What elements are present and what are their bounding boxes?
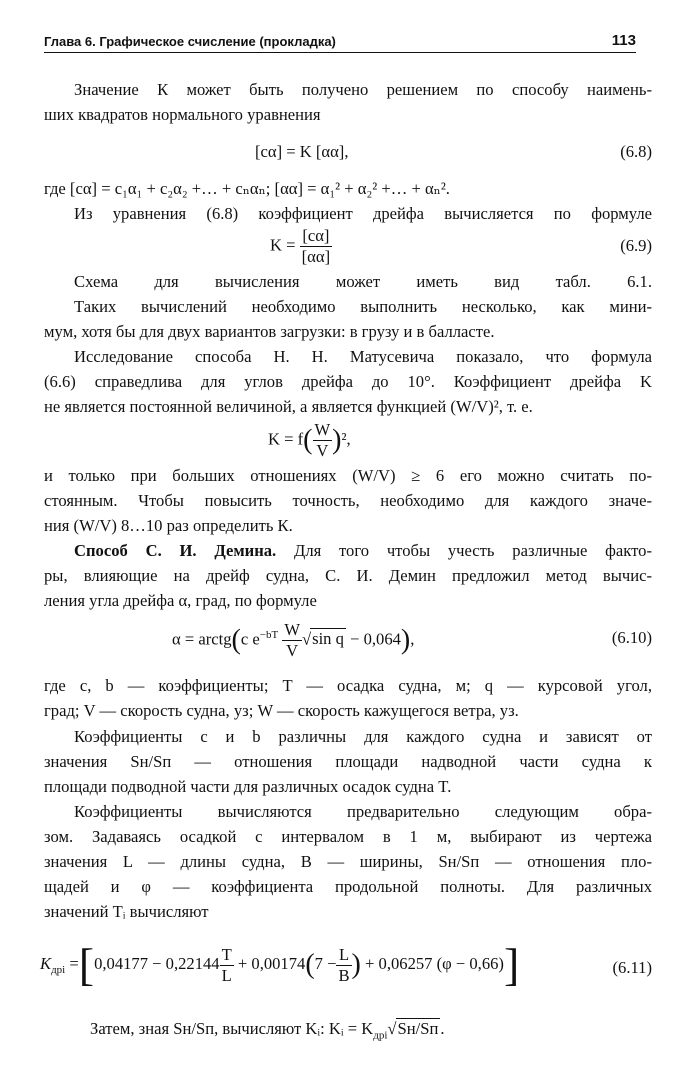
fraction-denominator: L [221, 965, 232, 985]
paragraph-line: мум, хотя бы для двух вариантов загрузки: в грузу и в балласте. [44, 322, 495, 341]
fraction-numerator: L [336, 945, 351, 966]
paragraph-text: . [440, 1019, 445, 1038]
chapter-title: Глава 6. Графическое счисление (прокладка) [44, 34, 336, 49]
equation-number: (6.10) [611, 628, 652, 647]
where-clause: где [cα] = c₁α₁ + c₂α₂ +… + cₙαₙ; [αα] = α₁² + α₂² +… + αₙ². [44, 179, 450, 198]
paragraph-line: ния (W/V) 8…10 раз определить К. [44, 516, 293, 535]
equation-6-11: $K_{дрi} =[0,04177 - 0,22144$ $\frac{T}{L}$ + 0,00174(7 − $\frac{L}{B}$ ) + 0,06257 (φ − 0,66)] [40, 939, 520, 990]
equation-number: (6.8) [620, 142, 652, 161]
paragraph-text: Для того чтобы учесть различные факто- [276, 541, 652, 560]
paragraph-line: и только при больших отношениях (W/V) ≥ 6 его можно считать по- [44, 466, 652, 485]
square-root: Sн/Sп [397, 1019, 439, 1038]
paragraph-line: площади подводной части для различных осадок судна T. [44, 777, 452, 796]
subscript: дрi [373, 1029, 388, 1042]
equation-tail: ², [341, 429, 351, 449]
paragraph-line: град; V — скорость судна, уз; W — скорость кажущегося ветра, уз. [44, 701, 519, 720]
paragraph-line: стоянным. Чтобы повысить точность, необходимо для каждого значе- [44, 491, 652, 510]
page-number: 113 [611, 32, 636, 49]
equation-6-8: [cα] = K [αα], [255, 142, 349, 161]
method-heading: Способ С. И. Демина. [74, 541, 277, 560]
equation-k: K = f( $\frac{W}{V}$ )², [268, 420, 351, 460]
paragraph-line: ления угла дрейфа α, град, по формуле [44, 591, 317, 610]
fraction [313, 420, 333, 461]
equation-lhs: K [40, 953, 52, 973]
paragraph-line: ших квадратов нормального уравнения [44, 105, 321, 124]
equation-term: + 0,00174 [237, 953, 306, 973]
fraction-denominator: V [286, 641, 299, 660]
equation-lhs: α = arctg [172, 629, 232, 649]
paragraph-line: Исследование способа Н. Н. Матусевича показало, что формула [74, 347, 652, 366]
paragraph-line: Схема для вычисления может иметь вид табл. 6.1. [74, 272, 652, 291]
paragraph-line: Таких вычислений необходимо выполнить несколько, как мини- [74, 297, 652, 316]
paragraph-line: Из уравнения (6.8) коэффициент дрейфа вычисляется по формуле [74, 204, 652, 223]
final-formula-line: Затем, зная Sн/Sп, вычисляют Kᵢ: Kᵢ = $K_{дрi}√Sн/Sп$ . [90, 1019, 445, 1042]
fraction-numerator: [cα] [300, 226, 332, 247]
running-head [44, 30, 636, 53]
paragraph-line [44, 541, 652, 561]
equation-6-10: α = arctg(c $e^{-bT}$ $\frac{W}{V}$ √sin q − 0,064), [172, 620, 415, 660]
paragraph-line: не является постоянной величиной, а является функцией (W/V)², т. е. [44, 397, 533, 416]
equation-term: 7 − [314, 953, 337, 973]
square-root: sin q [312, 629, 344, 649]
equation-number: (6.9) [620, 236, 652, 255]
paragraph-line: где c, b — коэффициенты; T — осадка судна, м; q — курсовой угол, [44, 676, 652, 695]
paragraph-line: зом. Задаваясь осадкой с интервалом в 1 м, выбирают из чертежа [44, 827, 652, 846]
paragraph-line: ры, влияющие на дрейф судна, С. И. Демин предложил метод вычис- [44, 566, 652, 585]
equation-term: 0,04177 − 0,22144 [94, 953, 220, 973]
fraction [300, 226, 332, 267]
paragraph-line: значения L — длины судна, B — ширины, Sн/Sп — отношения пло- [44, 852, 652, 871]
fraction-denominator: B [338, 965, 350, 985]
paragraph-line: щадей и φ — коэффициента продольной полноты. Для различных [44, 877, 652, 896]
fraction-numerator: W [284, 620, 300, 639]
fraction [220, 945, 234, 986]
fraction-denominator: [αα] [301, 247, 331, 266]
fraction-denominator: V [316, 441, 329, 460]
paragraph-text: Затем, зная Sн/Sп, вычисляют Kᵢ: Kᵢ = K [90, 1019, 374, 1038]
paragraph-line: Коэффициенты c и b различны для каждого судна и зависят от [74, 727, 652, 746]
equation-6-9 [270, 226, 332, 267]
equation-term: + 0,06257 (φ − 0,66) [365, 953, 504, 973]
equation-lhs: K = f [268, 429, 304, 449]
equation-term: − 0,064 [350, 629, 401, 649]
fraction [282, 620, 302, 661]
paragraph-line: значений Tᵢ вычисляют [44, 902, 209, 921]
fraction-numerator: W [314, 420, 331, 439]
fraction-numerator: T [221, 944, 232, 964]
fraction [336, 945, 351, 986]
paragraph-line: значения Sн/Sп — отношения площади надводной части судна к [44, 752, 652, 771]
equation-term: c e [240, 629, 260, 649]
paragraph-line: (6.6) справедлива для углов дрейфа до 10°. Коэффициент дрейфа K [44, 372, 652, 391]
subscript: дрi [51, 964, 66, 977]
paragraph-line: Значение К может быть получено решением по способу наимень- [74, 80, 652, 99]
equation-lhs: K = [270, 235, 296, 255]
equation-number: (6.11) [612, 958, 652, 977]
exponent: −bT [259, 628, 279, 641]
paragraph-line: Коэффициенты вычисляются предварительно следующим обра- [74, 802, 652, 821]
